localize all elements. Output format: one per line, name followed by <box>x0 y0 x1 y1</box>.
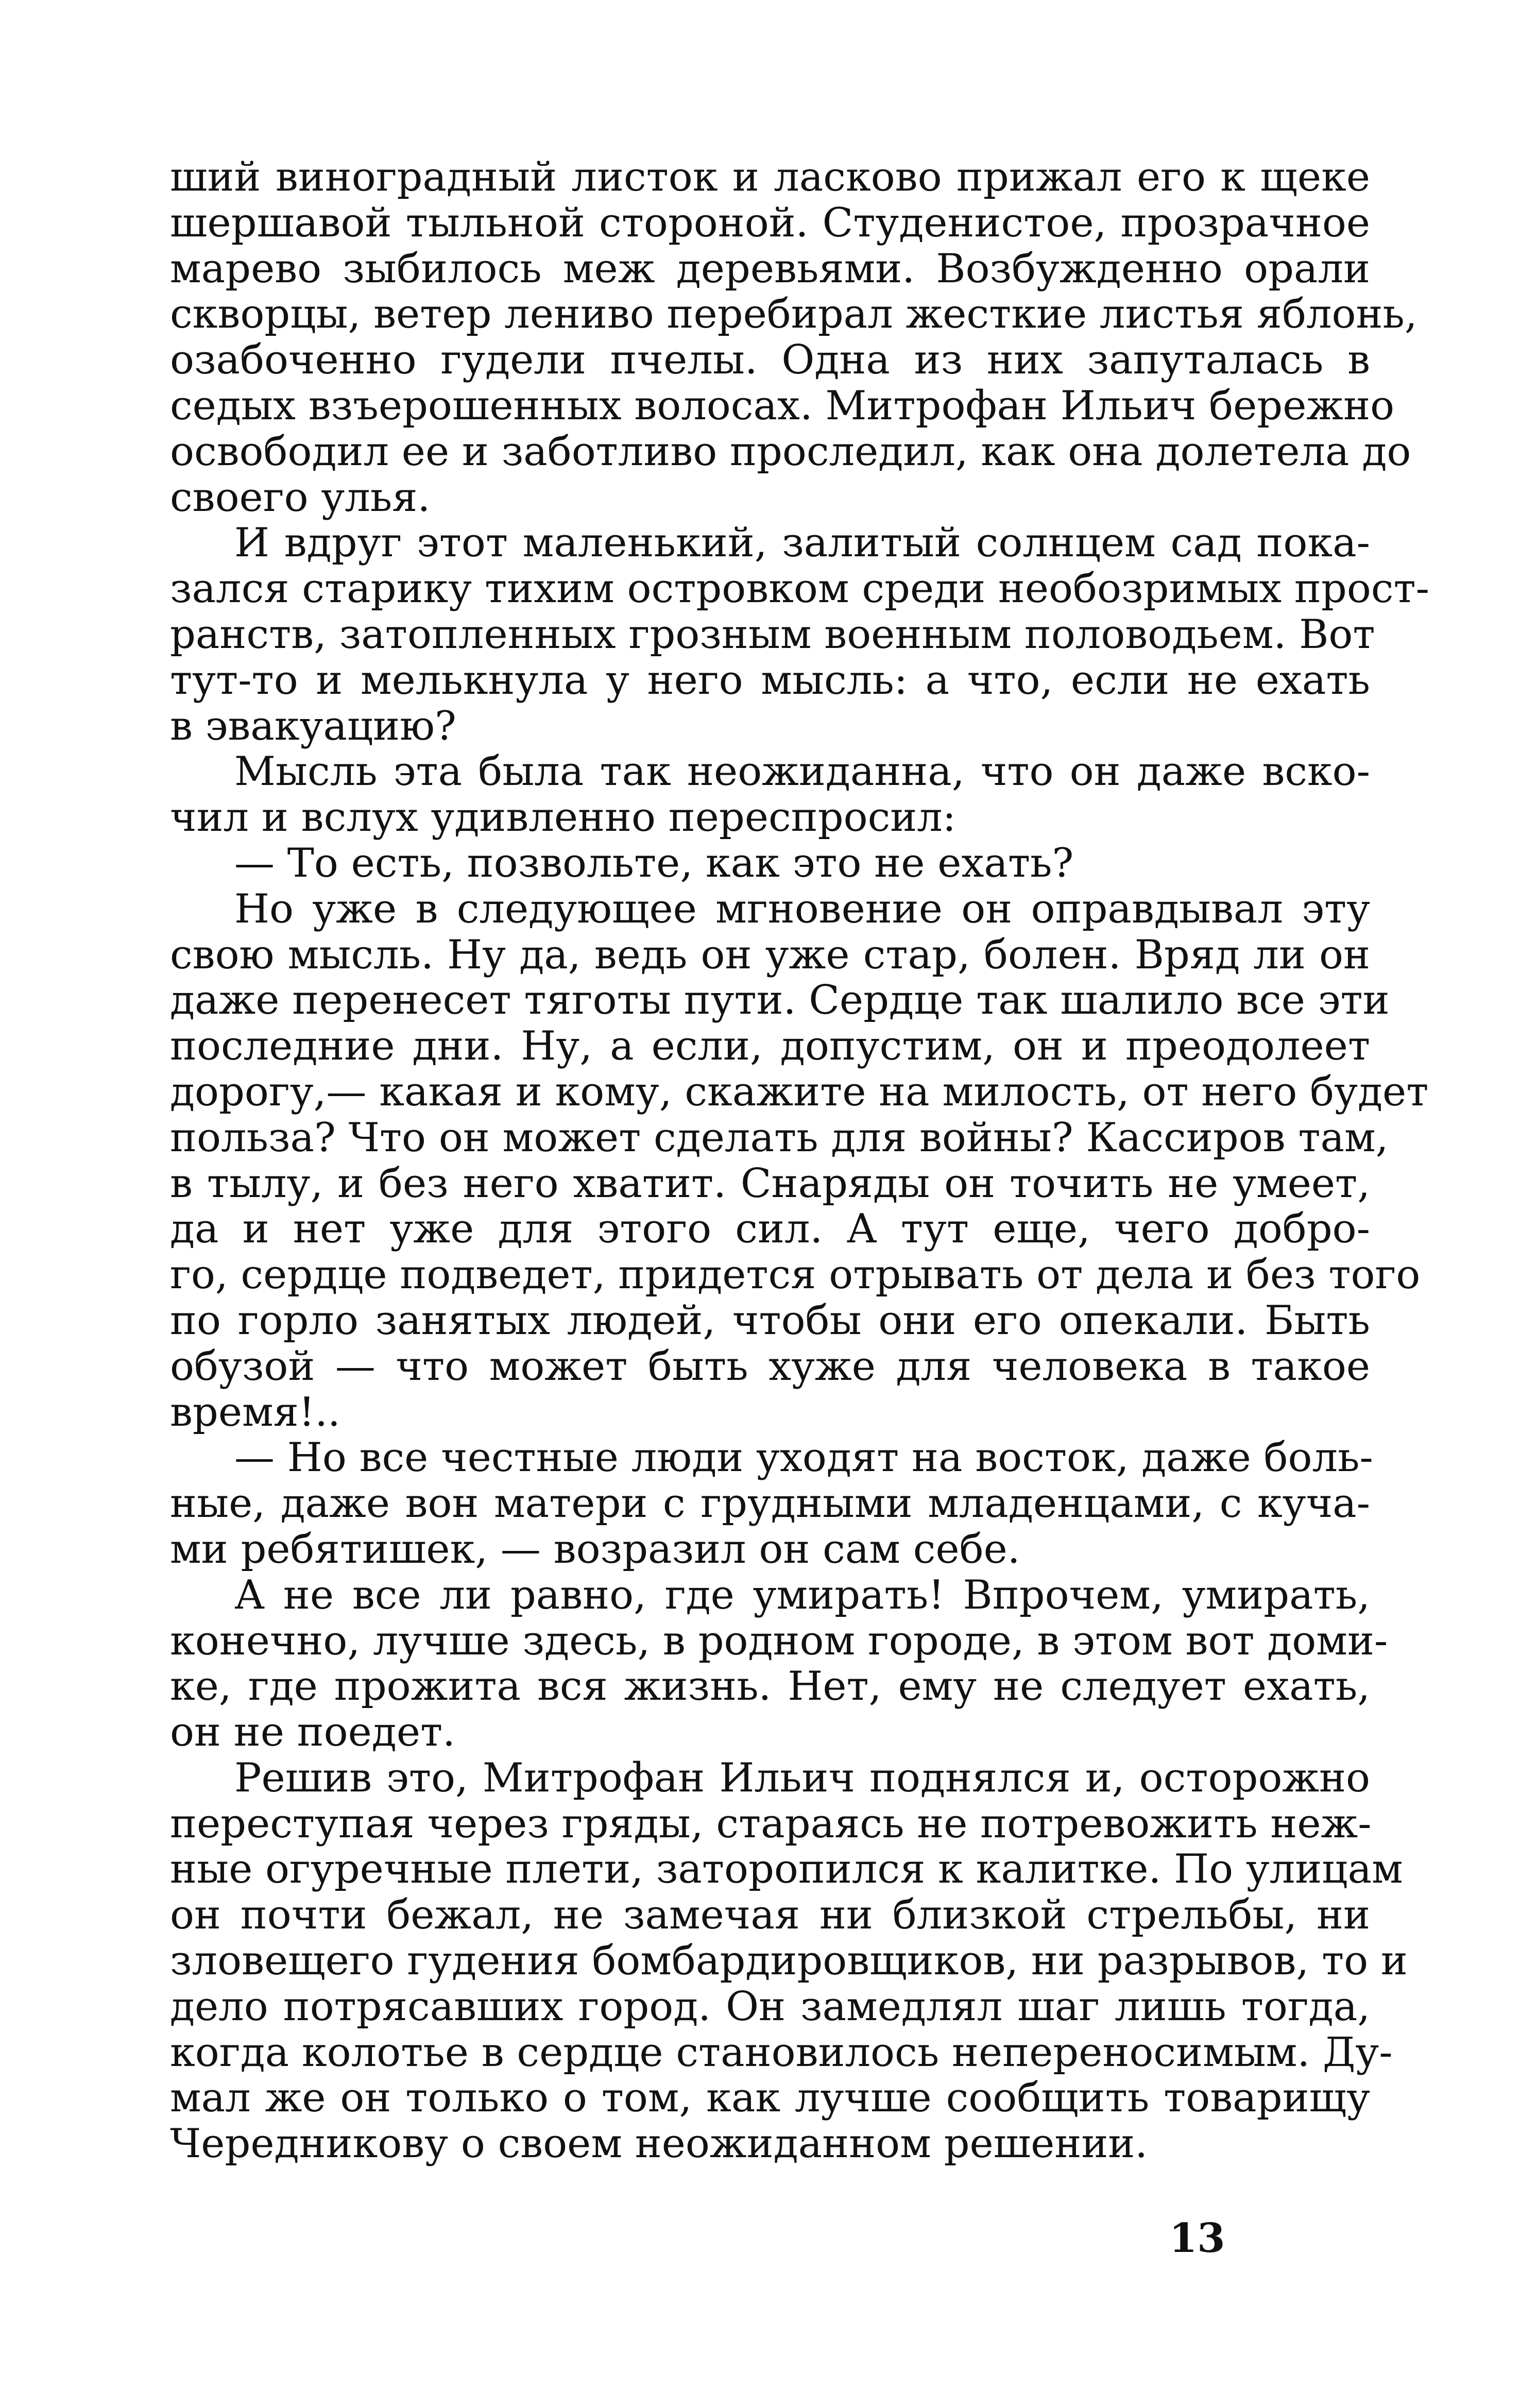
text-line: Решив это, Митрофан Ильич поднялся и, осторожно <box>234 1754 1370 1801</box>
text-line: своего улья. <box>170 474 431 521</box>
text-line: зался старику тихим островком среди необозримых прост- <box>170 566 1430 612</box>
text-line: свою мысль. Ну да, ведь он уже стар, болен. Вряд ли он <box>170 931 1370 978</box>
text-line: даже перенесет тяготы пути. Сердце так шалило все эти <box>170 977 1390 1024</box>
text-line: дело потрясавших город. Он замедлял шаг лишь тогда, <box>170 1983 1370 2030</box>
text-line: зловещего гудения бомбардировщиков, ни разрывов, то и <box>170 1938 1408 1985</box>
text-line: мал же он только о том, как лучше сообщить товарищу <box>170 2075 1370 2122</box>
text-line: обузой — что может быть хуже для человека в такое <box>170 1343 1370 1390</box>
text-line: освободил ее и заботливо проследил, как она долетела до <box>170 428 1411 475</box>
text-line: Чередникову о своем неожиданном решении. <box>170 2121 1148 2167</box>
text-line: — Но все честные люди уходят на восток, даже боль- <box>234 1434 1373 1481</box>
text-line: дорогу,— какая и кому, скажите на милость, от него будет <box>170 1068 1429 1115</box>
text-line: польза? Что он может сделать для войны? Кассиров там, <box>170 1114 1389 1161</box>
text-line: да и нет уже для этого сил. А тут еще, чего добро- <box>170 1206 1370 1253</box>
text-line: он не поедет. <box>170 1709 455 1756</box>
text-line: озабоченно гудели пчелы. Одна из них запуталась в <box>170 337 1370 384</box>
text-line: ные огуречные плети, заторопился к калитке. По улицам <box>170 1846 1403 1893</box>
text-line: скворцы, ветер лениво перебирал жесткие листья яблонь, <box>170 291 1418 338</box>
text-line: го, сердце подведет, придется отрывать от дела и без того <box>170 1252 1421 1299</box>
text-line: марево зыбилось меж деревьями. Возбужденно орали <box>170 245 1370 292</box>
text-line: седых взъерошенных волосах. Митрофан Ильич бережно <box>170 382 1395 429</box>
body-text <box>170 154 1430 2167</box>
text-line: чил и вслух удивленно переспросил: <box>170 794 957 841</box>
text-line: ми ребятишек, — возразил он сам себе. <box>170 1526 1020 1573</box>
text-line: ранств, затопленных грозным военным половодьем. Вот <box>170 611 1375 658</box>
text-line: в эвакуацию? <box>170 703 456 749</box>
text-line: ший виноградный листок и ласково прижал его к щеке <box>170 154 1370 200</box>
page-number: 13 <box>1169 2215 1225 2262</box>
text-line: шершавой тыльной стороной. Студенистое, прозрачное <box>170 199 1370 246</box>
text-line: — То есть, позвольте, как это не ехать? <box>234 840 1074 886</box>
text-line: когда колотье в сердце становилось непереносимым. Ду- <box>170 2029 1393 2076</box>
text-line: ные, даже вон матери с грудными младенцами, с куча- <box>170 1480 1370 1527</box>
text-line: Но уже в следующее мгновение он оправдывал эту <box>234 885 1370 932</box>
text-line: последние дни. Ну, а если, допустим, он и преодолеет <box>170 1023 1370 1070</box>
text-line: он почти бежал, не замечая ни близкой стрельбы, ни <box>170 1892 1370 1939</box>
text-line: А не все ли равно, где умирать! Впрочем, умирать, <box>234 1572 1370 1618</box>
text-line: в тылу, и без него хватит. Снаряды он точить не умеет, <box>170 1160 1370 1207</box>
text-line: тут-то и мелькнула у него мысль: а что, если не ехать <box>170 657 1370 704</box>
text-line: И вдруг этот маленький, залитый солнцем сад пока- <box>234 520 1370 567</box>
text-line: по горло занятых людей, чтобы они его опекали. Быть <box>170 1297 1370 1344</box>
text-line: конечно, лучше здесь, в родном городе, в этом вот доми- <box>170 1617 1388 1664</box>
text-line: переступая через гряды, стараясь не потревожить неж- <box>170 1800 1372 1847</box>
text-line: время!.. <box>170 1389 340 1436</box>
text-line: ке, где прожита вся жизнь. Нет, ему не следует ехать, <box>170 1663 1370 1710</box>
text-line: Мысль эта была так неожиданна, что он даже вско- <box>234 748 1370 795</box>
